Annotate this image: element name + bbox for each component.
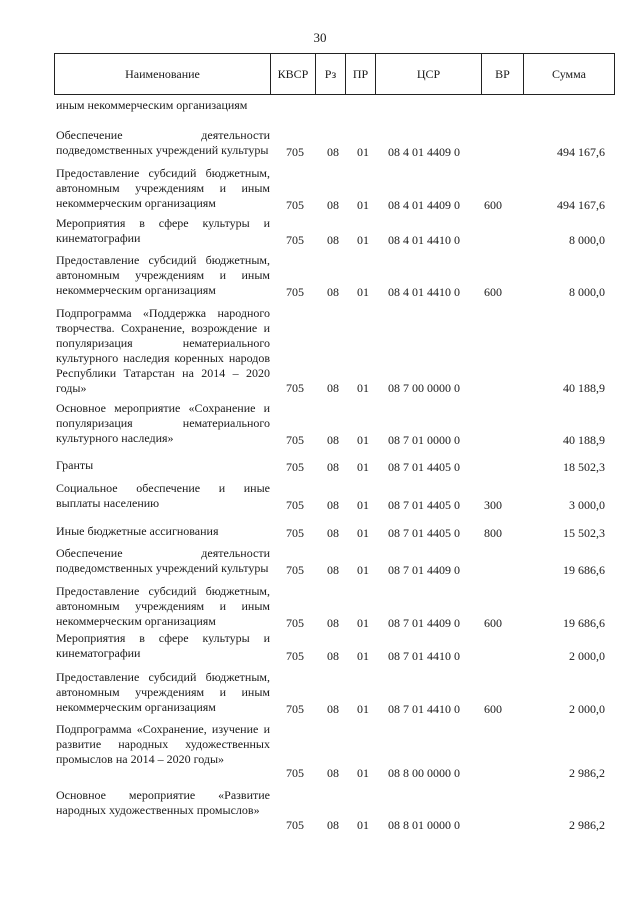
row-csr: 08 8 00 0000 0 — [388, 766, 460, 780]
continuation-row — [0, 98, 640, 114]
row-kvsr: 705 — [286, 198, 304, 212]
table-row — [0, 546, 640, 578]
table-row — [0, 524, 640, 541]
header-sum: Сумма — [552, 66, 586, 81]
row-kvsr: 705 — [286, 145, 304, 159]
row-sum: 18 502,3 — [563, 460, 605, 474]
row-vr: 300 — [484, 498, 502, 512]
row-csr: 08 8 01 0000 0 — [388, 818, 460, 832]
row-vr: 600 — [484, 616, 502, 630]
row-rz: 08 — [327, 498, 339, 512]
row-csr: 08 4 01 4410 0 — [388, 233, 460, 247]
row-csr: 08 7 01 4410 0 — [388, 649, 460, 663]
row-csr: 08 7 01 4409 0 — [388, 616, 460, 630]
row-pr: 01 — [357, 460, 369, 474]
row-sum: 15 502,3 — [563, 526, 605, 540]
table-row — [0, 458, 640, 475]
table-row — [0, 788, 640, 833]
row-kvsr: 705 — [286, 702, 304, 716]
row-name: Подпрограмма «Сохранение, изучение и развитие народных художественных промыслов на 2014 – 2020 годы» — [56, 722, 270, 766]
row-pr: 01 — [357, 766, 369, 780]
row-pr: 01 — [357, 198, 369, 212]
table-row — [0, 166, 640, 213]
row-rz: 08 — [327, 526, 339, 540]
row-kvsr: 705 — [286, 381, 304, 395]
row-csr: 08 7 01 4405 0 — [388, 460, 460, 474]
row-vr: 600 — [484, 702, 502, 716]
row-name: Мероприятия в сфере культуры и кинематографии — [56, 216, 270, 245]
row-sum: 40 188,9 — [563, 381, 605, 395]
row-vr: 600 — [484, 198, 502, 212]
row-sum: 40 188,9 — [563, 433, 605, 447]
table-row — [0, 670, 640, 717]
row-vr: 800 — [484, 526, 502, 540]
row-kvsr: 705 — [286, 526, 304, 540]
row-name: Подпрограмма «Поддержка народного творчества. Сохранение, возрождение и популяризация нематериального культурного наследия коренных народов Республики Татарстан на 2014 – 2020 годы» — [56, 306, 270, 395]
row-csr: 08 4 01 4410 0 — [388, 285, 460, 299]
row-rz: 08 — [327, 381, 339, 395]
row-sum: 8 000,0 — [569, 233, 605, 247]
row-kvsr: 705 — [286, 766, 304, 780]
table-row — [0, 584, 640, 631]
row-name: Гранты — [56, 458, 94, 472]
row-csr: 08 4 01 4409 0 — [388, 145, 460, 159]
row-kvsr: 705 — [286, 616, 304, 630]
row-pr: 01 — [357, 145, 369, 159]
continuation-text: иным некоммерческим организациям — [56, 98, 248, 112]
row-name: Предоставление субсидий бюджетным, автономным учреждениям и иным некоммерческим организациям — [56, 670, 270, 714]
row-sum: 19 686,6 — [563, 563, 605, 577]
row-rz: 08 — [327, 433, 339, 447]
row-rz: 08 — [327, 563, 339, 577]
table-row — [0, 401, 640, 448]
row-sum: 2 000,0 — [569, 702, 605, 716]
row-csr: 08 7 00 0000 0 — [388, 381, 460, 395]
table-row — [0, 216, 640, 248]
table-header — [54, 53, 615, 95]
row-csr: 08 7 01 4405 0 — [388, 526, 460, 540]
row-rz: 08 — [327, 649, 339, 663]
row-kvsr: 705 — [286, 563, 304, 577]
row-kvsr: 705 — [286, 818, 304, 832]
row-name: Предоставление субсидий бюджетным, автономным учреждениям и иным некоммерческим организациям — [56, 166, 270, 210]
header-name: Наименование — [55, 54, 271, 94]
row-rz: 08 — [327, 818, 339, 832]
row-sum: 3 000,0 — [569, 498, 605, 512]
row-csr: 08 7 01 4405 0 — [388, 498, 460, 512]
table-row — [0, 253, 640, 300]
row-name: Основное мероприятие «Сохранение и популяризация нематериального культурного наследия» — [56, 401, 270, 445]
table-row — [0, 128, 640, 160]
row-csr: 08 4 01 4409 0 — [388, 198, 460, 212]
table-row — [0, 306, 640, 396]
row-name: Иные бюджетные ассигнования — [56, 524, 219, 538]
header-kvsr: КВСР — [271, 54, 316, 94]
table-row — [0, 481, 640, 513]
row-rz: 08 — [327, 233, 339, 247]
row-name: Социальное обеспечение и иные выплаты населению — [56, 481, 270, 510]
row-kvsr: 705 — [286, 649, 304, 663]
row-name: Мероприятия в сфере культуры и кинематографии — [56, 631, 270, 660]
row-pr: 01 — [357, 563, 369, 577]
row-rz: 08 — [327, 616, 339, 630]
row-sum: 8 000,0 — [569, 285, 605, 299]
row-pr: 01 — [357, 285, 369, 299]
row-sum: 2 986,2 — [569, 766, 605, 780]
row-csr: 08 7 01 4410 0 — [388, 702, 460, 716]
row-rz: 08 — [327, 460, 339, 474]
row-kvsr: 705 — [286, 433, 304, 447]
header-pr: ПР — [346, 54, 376, 94]
row-pr: 01 — [357, 818, 369, 832]
row-rz: 08 — [327, 285, 339, 299]
row-name: Предоставление субсидий бюджетным, автономным учреждениям и иным некоммерческим организациям — [56, 253, 270, 297]
row-rz: 08 — [327, 145, 339, 159]
row-sum: 2 986,2 — [569, 818, 605, 832]
row-name: Предоставление субсидий бюджетным, автономным учреждениям и иным некоммерческим организациям — [56, 584, 270, 628]
row-sum: 2 000,0 — [569, 649, 605, 663]
row-sum: 19 686,6 — [563, 616, 605, 630]
row-rz: 08 — [327, 702, 339, 716]
row-rz: 08 — [327, 766, 339, 780]
row-pr: 01 — [357, 233, 369, 247]
row-pr: 01 — [357, 433, 369, 447]
header-csr: ЦСР — [376, 54, 482, 94]
row-csr: 08 7 01 0000 0 — [388, 433, 460, 447]
row-pr: 01 — [357, 616, 369, 630]
row-pr: 01 — [357, 381, 369, 395]
row-pr: 01 — [357, 526, 369, 540]
row-kvsr: 705 — [286, 498, 304, 512]
row-vr: 600 — [484, 285, 502, 299]
page-number: 30 — [313, 30, 327, 45]
table-row — [0, 722, 640, 781]
row-csr: 08 7 01 4409 0 — [388, 563, 460, 577]
row-kvsr: 705 — [286, 460, 304, 474]
row-name: Обеспечение деятельности подведомственных учреждений культуры — [56, 128, 270, 157]
row-pr: 01 — [357, 649, 369, 663]
row-sum: 494 167,6 — [557, 145, 605, 159]
table-row — [0, 631, 640, 664]
row-name: Основное мероприятие «Развитие народных художественных промыслов» — [56, 788, 270, 817]
row-kvsr: 705 — [286, 233, 304, 247]
row-sum: 494 167,6 — [557, 198, 605, 212]
row-kvsr: 705 — [286, 285, 304, 299]
header-rz: Рз — [316, 54, 346, 94]
row-pr: 01 — [357, 498, 369, 512]
header-vr: ВР — [482, 54, 524, 94]
row-name: Обеспечение деятельности подведомственных учреждений культуры — [56, 546, 270, 575]
row-pr: 01 — [357, 702, 369, 716]
row-rz: 08 — [327, 198, 339, 212]
